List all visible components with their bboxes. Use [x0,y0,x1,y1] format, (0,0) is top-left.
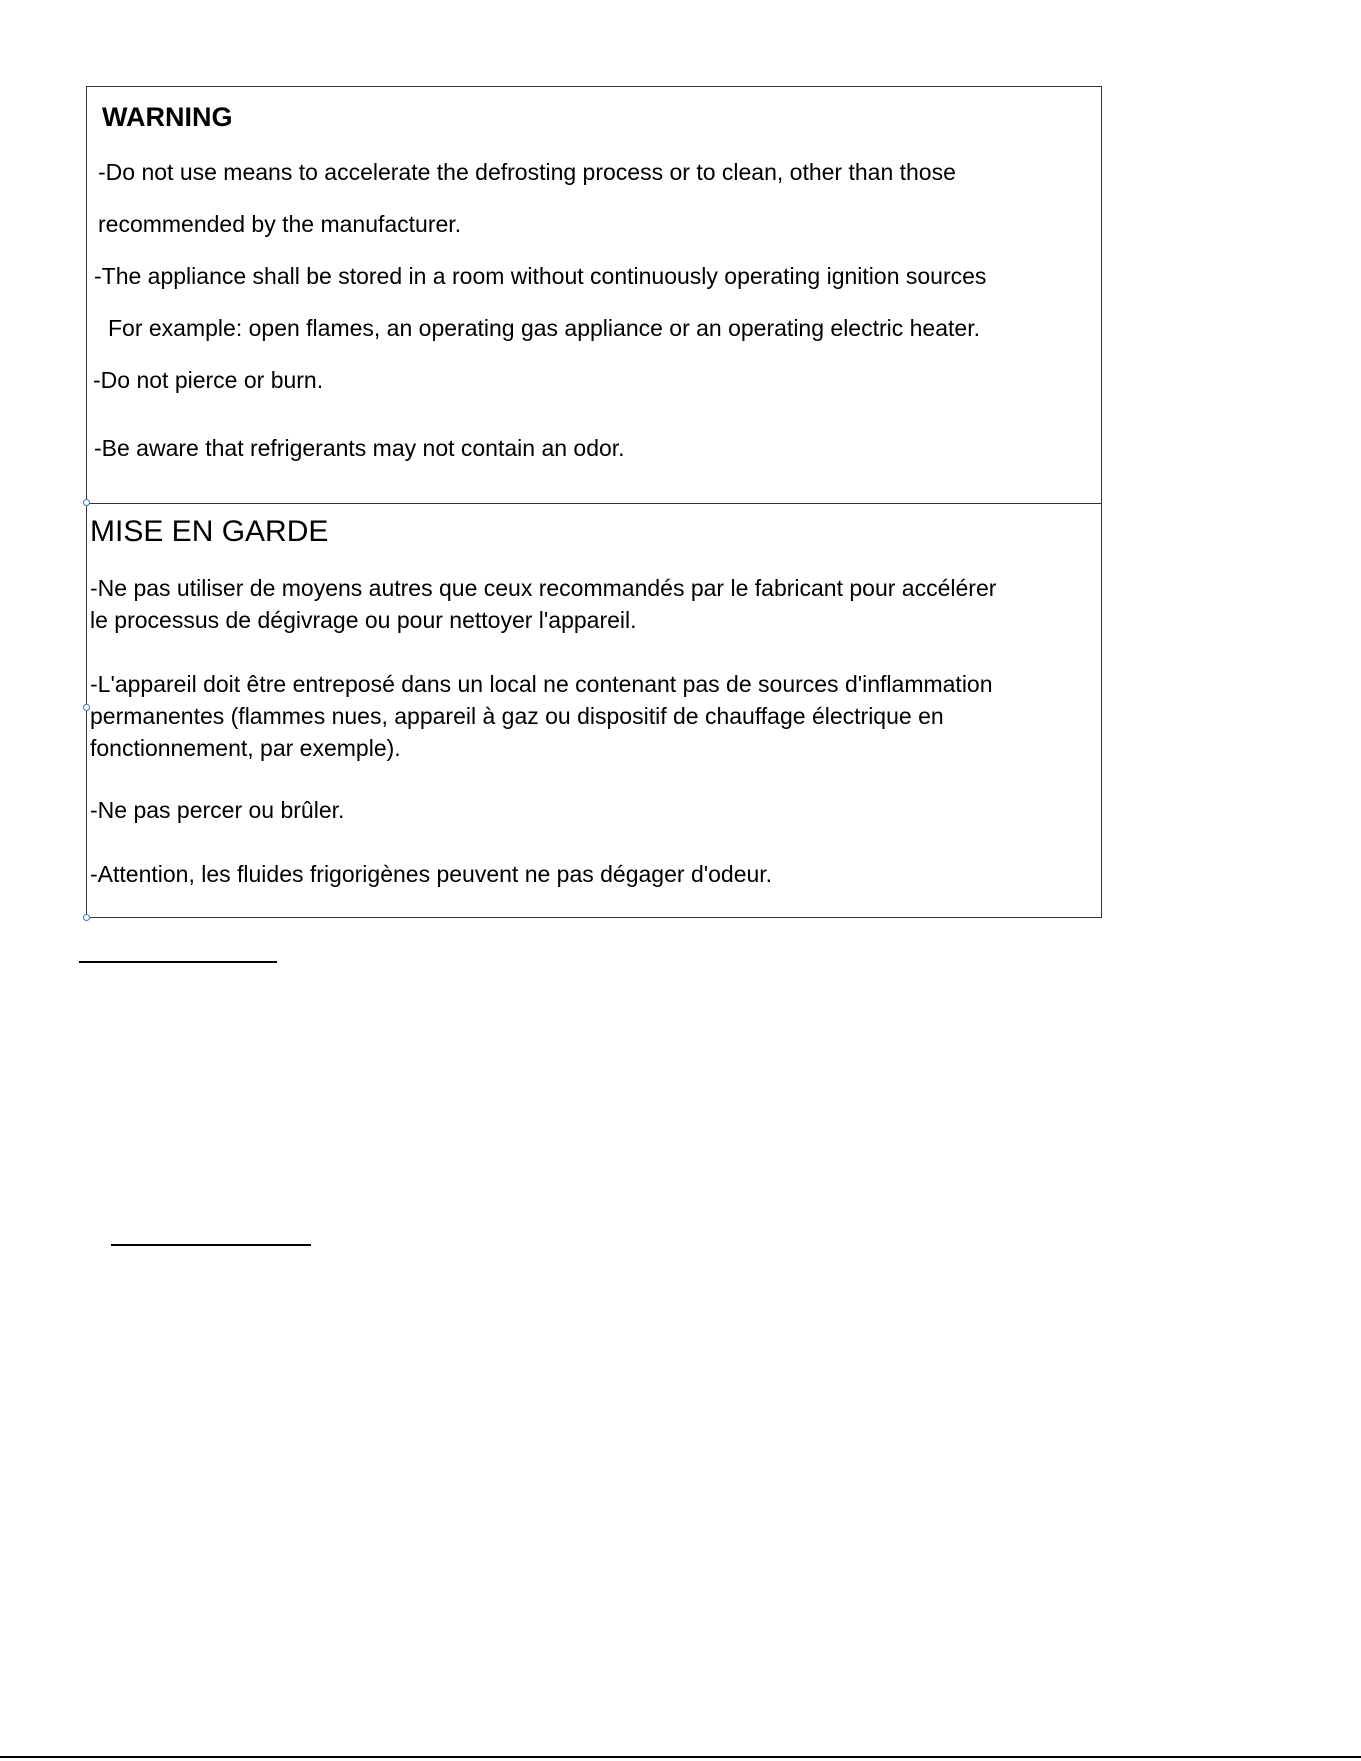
warning-line-1: -Do not use means to accelerate the defrosting process or to clean, other than those [98,159,956,185]
warning-line-5: -Do not pierce or burn. [93,367,324,393]
resize-handle-bottom[interactable] [83,914,90,921]
section-divider [87,503,1101,504]
resize-handle-top[interactable] [83,499,90,506]
mise-en-garde-line-6: -Ne pas percer ou brûler. [90,797,345,823]
mise-en-garde-line-7: -Attention, les fluides frigorigènes peuvent ne pas dégager d'odeur. [90,861,773,887]
mise-en-garde-line-3: -L'appareil doit être entreposé dans un local ne contenant pas de sources d'inflammation [90,671,993,697]
mise-en-garde-line-2: le processus de dégivrage ou pour nettoyer l'appareil. [90,607,637,633]
page-bottom-rule [0,1756,1361,1758]
mise-en-garde-line-1: -Ne pas utiliser de moyens autres que ceux recommandés par le fabricant pour accélérer [90,575,997,601]
warning-line-3: -The appliance shall be stored in a room without continuously operating ignition sources [94,263,987,289]
blank-signature-rule-1 [79,961,277,963]
mise-en-garde-line-5: fonctionnement, par exemple). [90,735,401,761]
mise-en-garde-line-4: permanentes (flammes nues, appareil à gaz ou dispositif de chauffage électrique en [90,703,944,729]
warning-line-2: recommended by the manufacturer. [98,211,462,237]
warning-heading: WARNING [102,102,233,132]
resize-handle-middle[interactable] [83,704,90,711]
warning-line-4: For example: open flames, an operating gas appliance or an operating electric heater. [108,315,980,341]
warning-line-6: -Be aware that refrigerants may not contain an odor. [94,435,625,461]
mise-en-garde-heading: MISE EN GARDE [90,515,329,548]
warning-label-box [86,86,1102,918]
blank-signature-rule-2 [111,1244,311,1246]
